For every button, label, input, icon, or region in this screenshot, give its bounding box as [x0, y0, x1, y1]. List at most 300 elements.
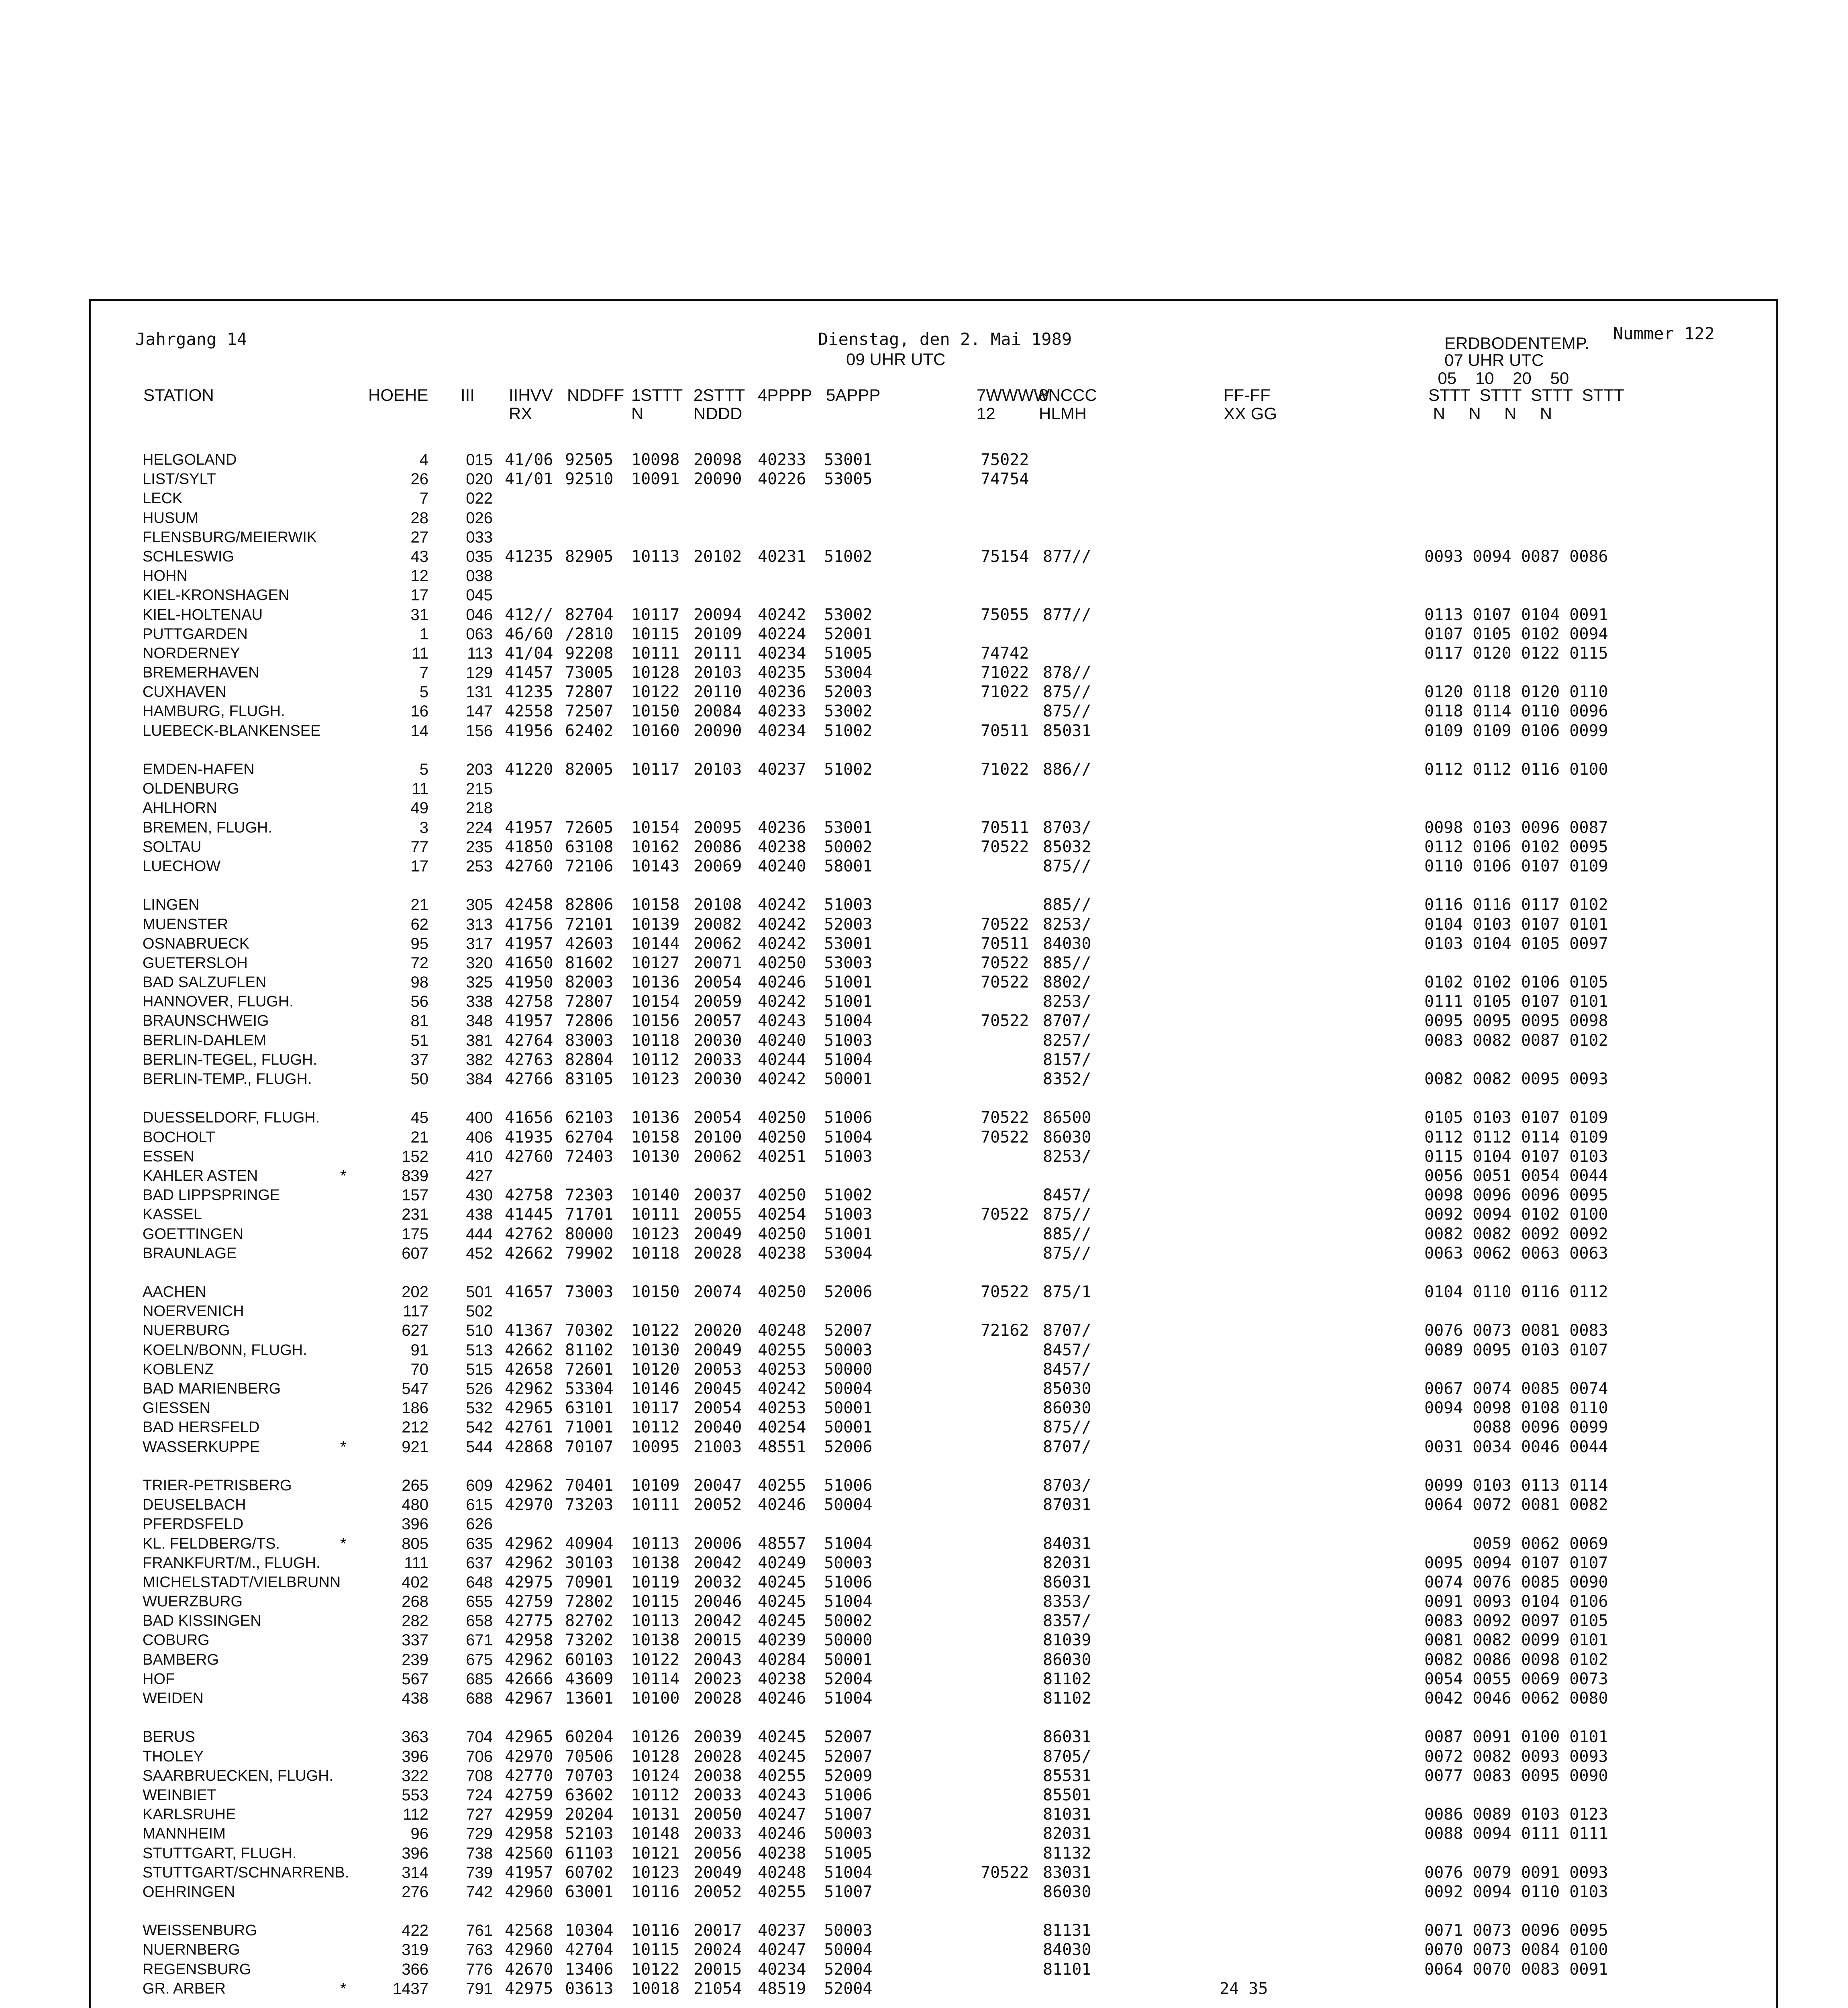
station-name: OSNABRUECK — [143, 935, 250, 952]
station-id: 235 — [466, 838, 493, 856]
table-row — [91, 1495, 1776, 1514]
table-row — [91, 1534, 1776, 1553]
group-2sttt: 20069 — [694, 857, 742, 875]
group-nddff: 83105 — [565, 1070, 614, 1088]
table-row — [91, 1321, 1776, 1340]
station-id: 022 — [466, 490, 493, 508]
group-nddff: 13406 — [565, 1960, 614, 1979]
soil-temperatures: 0076 0079 0091 0093 — [1424, 1863, 1608, 1882]
station-name: WUERZBURG — [143, 1593, 243, 1610]
station-id: 452 — [466, 1244, 493, 1262]
soil-temperatures: 0104 0103 0107 0101 — [1424, 915, 1608, 934]
group-1sttt: 10100 — [631, 1689, 680, 1708]
group-2sttt: 20049 — [694, 1863, 742, 1882]
group-8nccc: 84031 — [1043, 1534, 1091, 1553]
group-8nccc: 84030 — [1043, 1941, 1091, 1959]
station-name: HOF — [143, 1670, 175, 1688]
table-row — [91, 1437, 1776, 1457]
group-iihvv: 42970 — [505, 1747, 553, 1766]
station-height: 322 — [402, 1767, 428, 1785]
group-2sttt: 20062 — [694, 1147, 742, 1166]
group-iihvv: 41656 — [505, 1108, 553, 1127]
station-id: 224 — [466, 818, 493, 837]
group-iihvv: 42568 — [505, 1921, 553, 1940]
group-4pppp: 40250 — [758, 953, 806, 972]
soil-temperatures: 0099 0103 0113 0114 — [1424, 1476, 1608, 1495]
soil-temperatures: 0120 0118 0120 0110 — [1424, 683, 1608, 702]
soil-temperatures: 0088 0094 0111 0111 — [1424, 1824, 1608, 1843]
group-2sttt: 20049 — [694, 1341, 742, 1359]
column-7wwww: 7WWWW 12 — [977, 386, 1050, 423]
station-height: 117 — [403, 1302, 428, 1320]
section-gap — [91, 1902, 1776, 1921]
table-row — [91, 547, 1776, 566]
group-5appp: 51006 — [824, 1476, 873, 1495]
group-4pppp: 40240 — [758, 1031, 806, 1050]
group-5appp: 52003 — [824, 915, 873, 934]
group-5appp: 51004 — [824, 1534, 873, 1553]
station-height: 231 — [402, 1206, 428, 1224]
station-id: 410 — [466, 1147, 493, 1165]
group-2sttt: 20100 — [694, 1128, 742, 1147]
group-2sttt: 20028 — [694, 1689, 742, 1708]
station-height: 921 — [402, 1438, 428, 1456]
group-4pppp: 40242 — [758, 934, 806, 953]
station-id: 129 — [466, 664, 493, 682]
station-id: 218 — [466, 799, 493, 817]
group-2sttt: 20054 — [694, 1108, 742, 1127]
group-7wwww: 70511 — [981, 818, 1029, 837]
group-5appp: 50003 — [824, 1553, 873, 1572]
column-5appp: 5APPP — [826, 386, 881, 404]
station-name: BOCHOLT — [143, 1128, 215, 1146]
group-iihvv: 42764 — [505, 1031, 553, 1050]
group-2sttt: 20023 — [694, 1669, 742, 1688]
column-iii: III — [461, 386, 475, 404]
soil-temperatures: 0042 0046 0062 0080 — [1424, 1689, 1608, 1708]
group-1sttt: 10118 — [631, 1244, 680, 1263]
station-height: 56 — [410, 993, 428, 1011]
group-2sttt: 20103 — [694, 760, 742, 779]
observation-time: 09 UHR UTC — [846, 350, 946, 369]
group-nddff: 40904 — [565, 1534, 614, 1553]
group-1sttt: 10111 — [631, 644, 680, 663]
station-height: 11 — [412, 780, 428, 798]
column-ff: FF-FF XX GG — [1224, 386, 1277, 423]
station-height: 1 — [419, 625, 428, 643]
group-4pppp: 40245 — [758, 1747, 806, 1766]
column-4pppp: 4PPPP — [758, 386, 812, 404]
issue-number: Nummer 122 — [1613, 324, 1715, 343]
station-id: 729 — [466, 1825, 493, 1843]
table-row — [91, 1031, 1776, 1050]
group-iihvv: 42962 — [505, 1553, 553, 1572]
group-8nccc: 8253/ — [1043, 1147, 1091, 1166]
group-nddff: 63001 — [565, 1882, 614, 1901]
group-8nccc: 86030 — [1043, 1882, 1091, 1901]
group-2sttt: 20053 — [694, 1360, 742, 1379]
section-gap — [91, 1263, 1776, 1282]
group-4pppp: 48557 — [758, 1534, 806, 1553]
soil-temperatures: 0064 0070 0083 0091 — [1424, 1960, 1608, 1979]
soil-temperatures: 0103 0104 0105 0097 — [1424, 934, 1608, 953]
group-iihvv: 42758 — [505, 992, 553, 1011]
group-2sttt: 20047 — [694, 1476, 742, 1495]
station-name: NORDERNEY — [143, 645, 240, 662]
group-5appp: 51005 — [824, 1844, 873, 1863]
group-1sttt: 10128 — [631, 663, 680, 682]
group-8nccc: 8707/ — [1043, 1437, 1091, 1456]
station-height: 282 — [402, 1612, 428, 1630]
group-4pppp: 40242 — [758, 1379, 806, 1398]
group-8nccc: 875// — [1043, 683, 1091, 702]
station-id: 203 — [466, 761, 493, 778]
group-2sttt: 20015 — [694, 1960, 742, 1979]
group-1sttt: 10138 — [631, 1553, 680, 1572]
table-row — [91, 528, 1776, 547]
group-nddff: 53304 — [565, 1379, 614, 1398]
table-row — [91, 624, 1776, 644]
station-height: 5 — [419, 683, 428, 701]
group-nddff: 63108 — [565, 837, 614, 856]
group-4pppp: 40245 — [758, 1573, 806, 1592]
group-5appp: 53001 — [824, 934, 873, 953]
weather-report-sheet — [89, 299, 1778, 2008]
station-name: BAD KISSINGEN — [143, 1612, 261, 1630]
table-row — [91, 1747, 1776, 1766]
station-name: MICHELSTADT/VIELBRUNN — [143, 1573, 341, 1591]
group-iihvv: 41957 — [505, 1863, 553, 1882]
group-5appp: 51002 — [824, 1186, 873, 1205]
group-4pppp: 40242 — [758, 1070, 806, 1088]
station-name: STUTTGART, FLUGH. — [143, 1845, 297, 1862]
group-1sttt: 10111 — [631, 1205, 680, 1224]
station-name: GR. ARBER — [143, 1980, 226, 1997]
station-height: 17 — [410, 586, 428, 604]
group-2sttt: 20057 — [694, 1012, 742, 1031]
group-4pppp: 40250 — [758, 1283, 806, 1302]
station-id: 427 — [466, 1167, 493, 1185]
group-5appp: 50000 — [824, 1631, 873, 1650]
table-row — [91, 1108, 1776, 1127]
group-iihvv: 41457 — [505, 663, 553, 682]
station-name: KIEL-KRONSHAGEN — [143, 587, 290, 604]
group-8nccc: 81039 — [1043, 1631, 1091, 1650]
group-4pppp: 40231 — [758, 547, 806, 566]
group-5appp: 50003 — [824, 1824, 873, 1843]
station-id: 113 — [467, 644, 493, 662]
group-nddff: 79902 — [565, 1244, 614, 1263]
group-5appp: 52007 — [824, 1747, 873, 1766]
group-8nccc: 86031 — [1043, 1573, 1091, 1592]
group-nddff: 63602 — [565, 1786, 614, 1804]
table-row — [91, 818, 1776, 837]
group-1sttt: 10150 — [631, 1283, 680, 1302]
group-2sttt: 20032 — [694, 1573, 742, 1592]
station-name: COBURG — [143, 1632, 210, 1649]
group-8nccc: 875// — [1043, 1418, 1091, 1437]
group-iihvv: 42658 — [505, 1360, 553, 1379]
group-nddff: 82003 — [565, 973, 614, 992]
station-name: KOBLENZ — [143, 1361, 214, 1378]
group-7wwww: 70522 — [981, 1283, 1029, 1302]
group-nddff: 42603 — [565, 934, 614, 953]
group-4pppp: 40245 — [758, 1612, 806, 1630]
group-iihvv: 42965 — [505, 1399, 553, 1418]
station-height: 212 — [402, 1418, 428, 1437]
station-id: 727 — [466, 1806, 493, 1824]
table-row — [91, 1398, 1776, 1418]
group-2sttt: 20030 — [694, 1031, 742, 1050]
group-nddff: 70506 — [565, 1747, 614, 1766]
group-4pppp: 40249 — [758, 1553, 806, 1572]
group-nddff: 70703 — [565, 1766, 614, 1785]
group-2sttt: 20054 — [694, 1399, 742, 1418]
station-name: WASSERKUPPE — [143, 1438, 260, 1455]
group-8nccc: 878// — [1043, 663, 1091, 682]
table-row — [91, 798, 1776, 818]
group-1sttt: 10113 — [631, 547, 680, 566]
table-row — [91, 450, 1776, 469]
group-iihvv: 42962 — [505, 1650, 553, 1669]
station-height: 28 — [410, 509, 428, 527]
group-5appp: 50000 — [824, 1360, 873, 1379]
group-2sttt: 20071 — [694, 953, 742, 972]
group-5appp: 52006 — [824, 1283, 873, 1302]
group-8nccc: 8157/ — [1043, 1050, 1091, 1069]
group-ff: 24 35 — [1220, 1979, 1268, 1998]
table-row — [91, 508, 1776, 528]
soil-temperature-title: ERDBODENTEMP. — [1444, 334, 1589, 353]
group-nddff: 60702 — [565, 1863, 614, 1882]
group-1sttt: 10117 — [631, 760, 680, 779]
mountain-marker: * — [340, 1438, 347, 1456]
column-station: STATION — [143, 386, 214, 404]
group-8nccc: 85531 — [1043, 1766, 1091, 1785]
group-nddff: 13601 — [565, 1689, 614, 1708]
station-id: 430 — [466, 1186, 493, 1204]
station-name: GIESSEN — [143, 1400, 210, 1417]
station-height: 11 — [412, 644, 428, 662]
station-name: BAMBERG — [143, 1651, 219, 1668]
table-row — [91, 1669, 1776, 1689]
group-2sttt: 20052 — [694, 1882, 742, 1901]
group-nddff: 73003 — [565, 1283, 614, 1302]
group-5appp: 50002 — [824, 837, 873, 856]
station-id: 739 — [466, 1863, 493, 1881]
group-8nccc: 86030 — [1043, 1650, 1091, 1669]
station-height: 265 — [402, 1476, 428, 1494]
station-id: 502 — [466, 1302, 493, 1320]
group-5appp: 53003 — [824, 953, 873, 972]
group-5appp: 52007 — [824, 1728, 873, 1747]
group-7wwww: 70522 — [981, 1863, 1029, 1882]
station-name: KIEL-HOLTENAU — [143, 606, 263, 623]
group-nddff: 62704 — [565, 1128, 614, 1147]
group-nddff: 70107 — [565, 1437, 614, 1456]
station-height: 438 — [402, 1690, 428, 1707]
group-4pppp: 40236 — [758, 818, 806, 837]
station-height: 402 — [402, 1573, 428, 1591]
station-height: 96 — [410, 1825, 428, 1843]
group-1sttt: 10130 — [631, 1147, 680, 1166]
group-iihvv: 42766 — [505, 1070, 553, 1088]
soil-temperatures: 0054 0055 0069 0073 — [1424, 1669, 1608, 1688]
group-nddff: 83003 — [565, 1031, 614, 1050]
group-1sttt: 10150 — [631, 702, 680, 721]
group-2sttt: 20006 — [694, 1534, 742, 1553]
soil-temperatures: 0059 0062 0069 — [1424, 1534, 1608, 1553]
group-8nccc: 875// — [1043, 1205, 1091, 1224]
table-row — [91, 566, 1776, 586]
soil-temperatures: 0107 0105 0102 0094 — [1424, 624, 1608, 643]
table-row — [91, 1630, 1776, 1650]
station-id: 015 — [466, 451, 493, 469]
station-height: 31 — [410, 606, 428, 624]
group-iihvv: 42962 — [505, 1476, 553, 1495]
group-1sttt: 10117 — [631, 1399, 680, 1418]
group-2sttt: 20094 — [694, 605, 742, 624]
table-row — [91, 1592, 1776, 1611]
station-name: AACHEN — [143, 1284, 206, 1301]
group-nddff: 73202 — [565, 1631, 614, 1650]
table-row — [91, 1863, 1776, 1882]
table-row — [91, 469, 1776, 489]
station-name: BRAUNLAGE — [143, 1245, 237, 1262]
group-iihvv: 41235 — [505, 683, 553, 702]
group-2sttt: 20037 — [694, 1186, 742, 1205]
group-iihvv: 42458 — [505, 896, 553, 914]
soil-temperatures: 0110 0106 0107 0109 — [1424, 857, 1608, 875]
table-row — [91, 586, 1776, 605]
group-4pppp: 40254 — [758, 1205, 806, 1224]
station-name: WEIDEN — [143, 1690, 204, 1707]
group-8nccc: 885// — [1043, 896, 1091, 914]
group-1sttt: 10115 — [631, 1941, 680, 1959]
group-2sttt: 21054 — [694, 1979, 742, 1998]
group-7wwww: 75055 — [981, 605, 1029, 624]
group-5appp: 51004 — [824, 1689, 873, 1708]
group-4pppp: 40238 — [758, 1669, 806, 1688]
group-4pppp: 40233 — [758, 451, 806, 469]
group-5appp: 52004 — [824, 1669, 873, 1688]
station-id: 438 — [466, 1206, 493, 1224]
group-8nccc: 875// — [1043, 702, 1091, 721]
station-id: 381 — [466, 1031, 493, 1049]
group-1sttt: 10127 — [631, 953, 680, 972]
group-2sttt: 20108 — [694, 896, 742, 914]
group-8nccc: 877// — [1043, 605, 1091, 624]
group-iihvv: 42760 — [505, 857, 553, 875]
group-7wwww: 70522 — [981, 1108, 1029, 1127]
group-4pppp: 40245 — [758, 1728, 806, 1747]
station-name: HOHN — [143, 567, 188, 585]
group-4pppp: 40255 — [758, 1766, 806, 1785]
station-id: 513 — [466, 1341, 493, 1359]
table-row — [91, 1573, 1776, 1592]
station-name: HELGOLAND — [143, 451, 237, 468]
group-nddff: 60204 — [565, 1728, 614, 1747]
group-nddff: 82806 — [565, 896, 614, 914]
station-name: HAMBURG, FLUGH. — [143, 703, 285, 720]
station-id: 708 — [466, 1767, 493, 1785]
group-5appp: 50001 — [824, 1399, 873, 1418]
group-iihvv: 41957 — [505, 1012, 553, 1031]
station-id: 020 — [466, 470, 493, 488]
station-id: 253 — [466, 857, 493, 875]
group-2sttt: 20033 — [694, 1786, 742, 1804]
group-2sttt: 20052 — [694, 1496, 742, 1514]
group-1sttt: 10131 — [631, 1805, 680, 1824]
group-1sttt: 10120 — [631, 1360, 680, 1379]
group-iihvv: 41445 — [505, 1205, 553, 1224]
station-id: 382 — [466, 1051, 493, 1069]
mountain-marker: * — [340, 1167, 347, 1185]
station-name: STUTTGART/SCHNARRENB. — [143, 1864, 349, 1881]
station-id: 515 — [466, 1360, 493, 1378]
station-name: KAHLER ASTEN — [143, 1167, 258, 1184]
station-name: PUTTGARDEN — [143, 625, 248, 643]
station-name: KL. FELDBERG/TS. — [143, 1535, 280, 1552]
group-4pppp: 40246 — [758, 1824, 806, 1843]
section-gap — [91, 1708, 1776, 1727]
station-height: 7 — [419, 490, 428, 508]
station-name: NUERNBERG — [143, 1941, 240, 1959]
group-iihvv: 42962 — [505, 1534, 553, 1553]
group-iihvv: 41367 — [505, 1321, 553, 1340]
group-2sttt: 20098 — [694, 451, 742, 469]
group-nddff: 72303 — [565, 1186, 614, 1205]
soil-temperatures: 0095 0094 0107 0107 — [1424, 1553, 1608, 1572]
group-nddff: 71701 — [565, 1205, 614, 1224]
station-id: 147 — [466, 702, 493, 720]
group-4pppp: 40242 — [758, 992, 806, 1011]
group-2sttt: 20028 — [694, 1747, 742, 1766]
mountain-marker: * — [340, 1535, 347, 1553]
group-2sttt: 20074 — [694, 1283, 742, 1302]
group-5appp: 53004 — [824, 1244, 873, 1263]
volume-label: Jahrgang 14 — [135, 329, 247, 349]
station-id: 688 — [466, 1690, 493, 1707]
station-id: 038 — [466, 567, 493, 585]
station-id: 400 — [466, 1109, 493, 1127]
group-iihvv: 42662 — [505, 1244, 553, 1263]
table-row — [91, 1418, 1776, 1437]
group-7wwww: 71022 — [981, 663, 1029, 682]
group-iihvv: 42775 — [505, 1612, 553, 1630]
group-7wwww: 74754 — [981, 470, 1029, 489]
group-1sttt: 10140 — [631, 1186, 680, 1205]
group-8nccc: 8457/ — [1043, 1341, 1091, 1359]
station-height: 77 — [410, 838, 428, 856]
station-name: KARLSRUHE — [143, 1806, 236, 1823]
group-8nccc: 8457/ — [1043, 1186, 1091, 1205]
group-4pppp: 40247 — [758, 1941, 806, 1959]
table-row — [91, 1011, 1776, 1031]
group-2sttt: 20042 — [694, 1612, 742, 1630]
group-iihvv: 42670 — [505, 1960, 553, 1979]
group-1sttt: 10154 — [631, 818, 680, 837]
column-depths: 05 10 20 50 — [1428, 369, 1569, 388]
group-5appp: 51006 — [824, 1573, 873, 1592]
station-height: 14 — [410, 722, 428, 740]
group-1sttt: 10148 — [631, 1824, 680, 1843]
station-height: 4 — [419, 451, 428, 469]
group-5appp: 50001 — [824, 1070, 873, 1088]
group-2sttt: 21003 — [694, 1437, 742, 1456]
group-5appp: 51002 — [824, 721, 873, 740]
station-height: 175 — [402, 1225, 428, 1243]
